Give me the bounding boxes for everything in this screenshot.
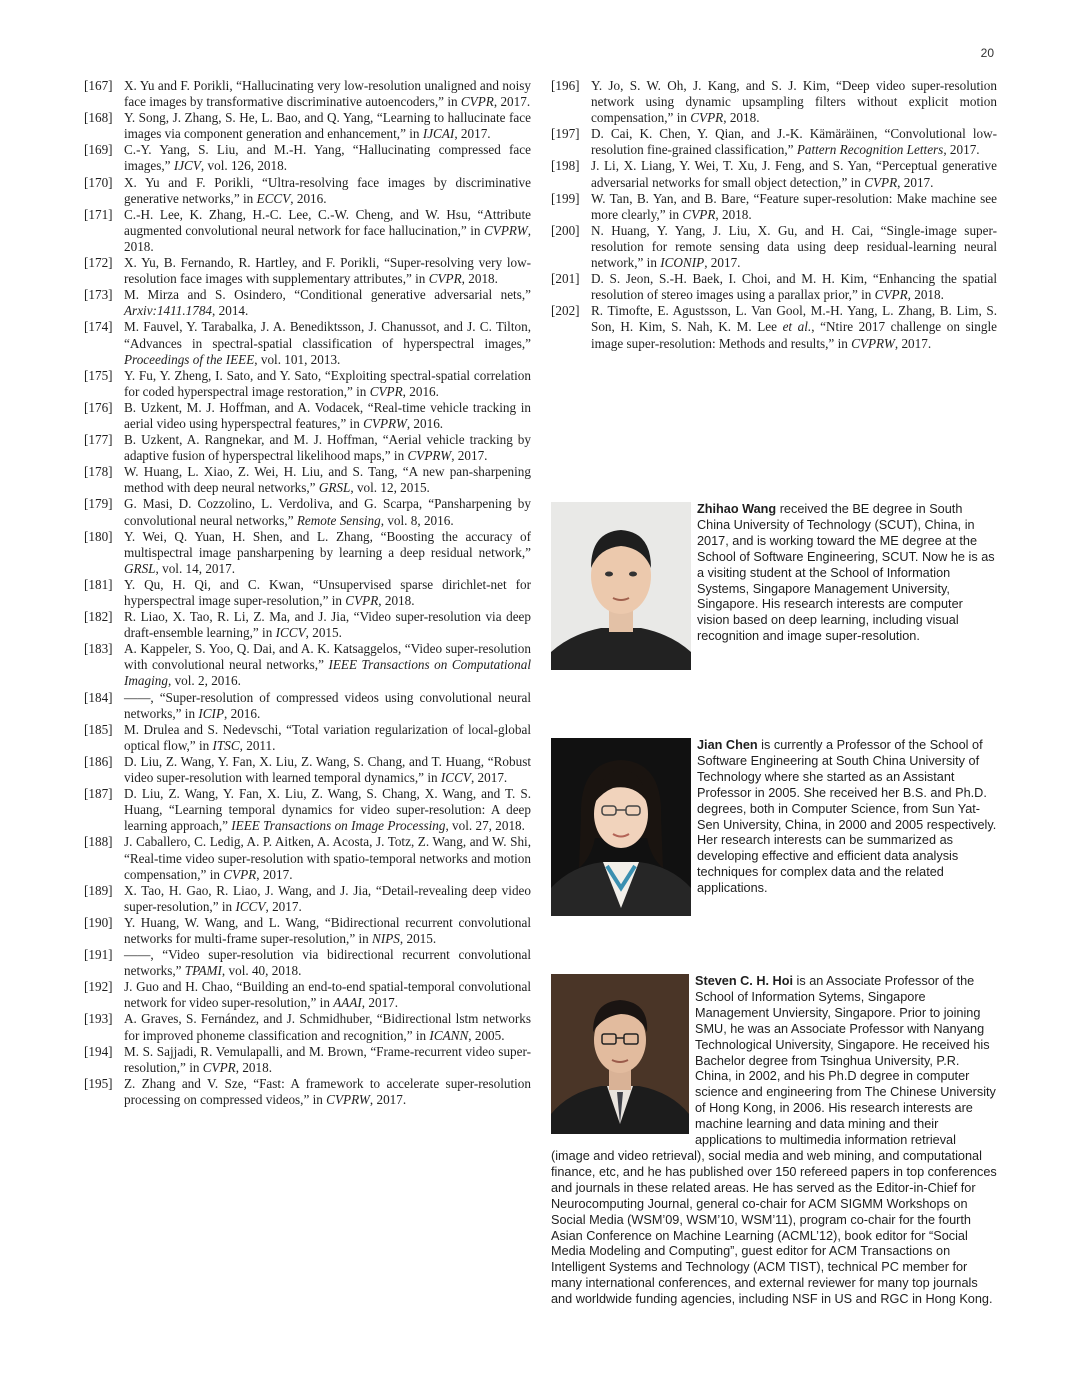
reference-item: [199] W. Tan, B. Yan, and B. Bare, “Feature super-resolution: Make machine see more clearly,” in CVPR, 2018. — [551, 190, 997, 222]
author-bio-text: Steven C. H. Hoi is an Associate Professor of the School of Information Sytems, Singapore Management Unviersity, Singapore. Prior to joining SMU, he was an Associate Professor with Nanyang Technological University, Singapore. He received his Bachelor degree from Tsinghua University, P.R. China, in 2002, and his Ph.D degree in computer science and engineering from The Chinese University of Hong Kong, in 2006. His research interests are machine learning and data mining and their applications to multimedia information retrieval (image and video retrieval), social media and web mining, and computational finance, etc, and he has published over 150 refereed papers in top conferences and journals in these related areas. He has served as the Editor-in-Chief for Neurocomputing Journal, general co-chair for ACM SIGMM Workshops on Social Media (WSM’09, WSM’10, WSM’11), program co-chair for the fourth Asian Conference on Machine Learning (ACML’12), book editor for “Social Media Modeling and Computing”, guest editor for ACM Transactions on Intelligent Systems and Technology (ACM TIST), technical PC member for many international conferences, and external reviewer for many top journals and worldwide funding agencies, including NSF in US and RGC in Hong Kong. — [551, 974, 997, 1307]
reference-item: [189] X. Tao, H. Gao, R. Liao, J. Wang, and J. Jia, “Detail-revealing deep video super-resolution,” in ICCV, 2017. — [84, 882, 531, 914]
reference-item: [186] D. Liu, Z. Wang, Y. Fan, X. Liu, Z. Wang, S. Chang, and T. Huang, “Robust video super-resolution with learned temporal dynamics,” in ICCV, 2017. — [84, 753, 531, 786]
reference-item: [194] M. S. Sajjadi, R. Vemulapalli, and M. Brown, “Frame-recurrent video super-resolution,” in CVPR, 2018. — [84, 1043, 531, 1075]
reference-item: [187] D. Liu, Z. Wang, Y. Fan, X. Liu, Z. Wang, S. Chang, X. Wang, and T. S. Huang, “Learning temporal dynamics for video super-resolution: A deep learning approach,” IEEE Transactions on Image Processing, vol. 27, 2018. — [84, 786, 531, 834]
reference-item: [168] Y. Song, J. Zhang, S. He, L. Bao, and Q. Yang, “Learning to hallucinate face images via component generation and enhancement,” in IJCAI, 2017. — [84, 110, 531, 142]
reference-item: [171] C.-H. Lee, K. Zhang, H.-C. Lee, C.-W. Cheng, and W. Hsu, “Attribute augmented convolutional neural network for face hallucination,” in CVPRW, 2018. — [84, 206, 531, 254]
reference-item: [188] J. Caballero, C. Ledig, A. P. Aitken, A. Acosta, J. Totz, Z. Wang, and W. Shi, “Real-time video super-resolution with spatio-temporal networks and motion compensation,” in CVPR, 2017. — [84, 834, 531, 882]
reference-item: [182] R. Liao, X. Tao, R. Li, Z. Ma, and J. Jia, “Video super-resolution via deep draft-ensemble learning,” in ICCV, 2015. — [84, 609, 531, 641]
reference-item: [174] M. Fauvel, Y. Tarabalka, J. A. Benediktsson, J. Chanussot, and J. C. Tilton, “Advances in spectral-spatial classification of hyperspectral images,” Proceedings of the IEEE, vol. 101, 2013. — [84, 319, 531, 367]
reference-item: [200] N. Huang, Y. Yang, J. Liu, X. Gu, and H. Cai, “Single-image super-resolution for remote sensing data using deep residual-learning neural network,” in ICONIP, 2017. — [551, 222, 997, 271]
reference-item: [167] X. Yu and F. Porikli, “Hallucinating very low-resolution unaligned and noisy face images by transformative discriminative autoencoders,” in CVPR, 2017. — [84, 78, 531, 110]
author-photo — [551, 974, 689, 1134]
page-number: 20 — [980, 46, 994, 60]
author-photo — [551, 738, 691, 916]
reference-item: [195] Z. Zhang and V. Sze, “Fast: A framework to accelerate super-resolution processing on compressed videos,” in CVPRW, 2017. — [84, 1075, 531, 1107]
reference-item: [169] C.-Y. Yang, S. Liu, and M.-H. Yang, “Hallucinating compressed face images,” IJCV, vol. 126, 2018. — [84, 142, 531, 174]
author-photo — [551, 502, 691, 670]
reference-item: [190] Y. Huang, W. Wang, and L. Wang, “Bidirectional recurrent convolutional networks for multi-frame super-resolution,” in NIPS, 2015. — [84, 914, 531, 946]
references-right-column — [551, 78, 997, 352]
reference-item: [175] Y. Fu, Y. Zheng, I. Sato, and Y. Sato, “Exploiting spectral-spatial correlation for coded hyperspectral image restoration,” in CVPR, 2016. — [84, 367, 531, 399]
reference-item: [179] G. Masi, D. Cozzolino, L. Verdoliva, and G. Scarpa, “Pansharpening by convolutional neural networks,” Remote Sensing, vol. 8, 2016. — [84, 496, 531, 528]
author-bio-steven-hoi — [551, 974, 997, 1308]
reference-item: [202] R. Timofte, E. Agustsson, L. Van Gool, M.-H. Yang, L. Zhang, B. Lim, S. Son, H. Kim, S. Nah, K. M. Lee et al., “Ntire 2017 challenge on single image super-resolution: Methods and results,” in CVPRW, 2017. — [551, 303, 998, 351]
reference-item: [181] Y. Qu, H. Qi, and C. Kwan, “Unsupervised sparse dirichlet-net for hyperspectral image super-resolution,” in CVPR, 2018. — [84, 576, 531, 608]
reference-item: [191] ——, “Video super-resolution via bidirectional recurrent convolutional networks,” TPAMI, vol. 40, 2018. — [84, 947, 531, 979]
author-bio-zhihao-wang — [551, 502, 997, 672]
author-bio-text: Zhihao Wang received the BE degree in South China University of Technology (SCUT), China, in 2017, and is working toward the ME degree at the School of Software Engineering, SCUT. Now he is as a visiting student at the School of Information Systems, Singapore Management University, Singapore. His research interests are computer vision based on deep learning, including visual recognition and image super-resolution. — [697, 502, 995, 644]
reference-item: [177] B. Uzkent, A. Rangnekar, and M. J. Hoffman, “Aerial vehicle tracking by adaptive fusion of hyperspectral likelihood maps,” in CVPRW, 2017. — [84, 432, 531, 464]
reference-item: [196] Y. Jo, S. W. Oh, J. Kang, and S. J. Kim, “Deep video super-resolution network using dynamic upsampling filters without explicit motion compensation,” in CVPR, 2018. — [551, 78, 997, 126]
reference-item: [178] W. Huang, L. Xiao, Z. Wei, H. Liu, and S. Tang, “A new pan-sharpening method with deep neural networks,” GRSL, vol. 12, 2015. — [84, 464, 531, 496]
reference-item: [185] M. Drulea and S. Nedevschi, “Total variation regularization of local-global optical flow,” in ITSC, 2011. — [84, 721, 531, 753]
reference-item: [201] D. S. Jeon, S.-H. Baek, I. Choi, and M. H. Kim, “Enhancing the spatial resolution of stereo images using a parallax prior,” in CVPR, 2018. — [551, 271, 997, 303]
references-left-column — [84, 78, 531, 1108]
reference-item: [172] X. Yu, B. Fernando, R. Hartley, and F. Porikli, “Super-resolving very low-resolution face images with supplementary attributes,” in CVPR, 2018. — [84, 255, 531, 287]
reference-item: [173] M. Mirza and S. Osindero, “Conditional generative adversarial nets,” Arxiv:1411.1784, 2014. — [84, 287, 531, 319]
reference-item: [176] B. Uzkent, M. J. Hoffman, and A. Vodacek, “Real-time vehicle tracking in aerial video using hyperspectral features,” in CVPRW, 2016. — [84, 399, 531, 431]
reference-item: [180] Y. Wei, Q. Yuan, H. Shen, and L. Zhang, “Boosting the accuracy of multispectral image pansharpening by learning a deep residual network,” GRSL, vol. 14, 2017. — [84, 528, 531, 576]
author-bio-jian-chen — [551, 738, 997, 918]
reference-item: [197] D. Cai, K. Chen, Y. Qian, and J.-K. Kämäräinen, “Convolutional low-resolution fine-grained classification,” Pattern Recognition Letters, 2017. — [551, 126, 997, 158]
reference-item: [192] J. Guo and H. Chao, “Building an end-to-end spatial-temporal convolutional network for video super-resolution,” in AAAI, 2017. — [84, 979, 531, 1011]
reference-item: [193] A. Graves, S. Fernández, and J. Schmidhuber, “Bidirectional lstm networks for improved phoneme classification and recognition,” in ICANN, 2005. — [84, 1011, 531, 1043]
author-bio-text: Jian Chen is currently a Professor of the School of Software Engineering at South China University of Technology where she started as an Assistant Professor in 2005. She received her B.S. and Ph.D. degrees, both in Computer Science, from Sun Yat-Sen University, China, in 2000 and 2005 respectively. Her research interests can be summarized as developing effective and efficient data analysis techniques for complex data and the related applications. — [697, 738, 997, 896]
reference-item: [170] X. Yu and F. Porikli, “Ultra-resolving face images by discriminative generative networks,” in ECCV, 2016. — [84, 174, 531, 206]
reference-item: [198] J. Li, X. Liang, Y. Wei, T. Xu, J. Feng, and S. Yan, “Perceptual generative adversarial networks for small object detection,” in CVPR, 2017. — [551, 158, 997, 190]
reference-item: [183] A. Kappeler, S. Yoo, Q. Dai, and A. K. Katsaggelos, “Video super-resolution with convolutional neural networks,” IEEE Transactions on Computational Imaging, vol. 2, 2016. — [84, 641, 531, 689]
reference-item: [184] ——, “Super-resolution of compressed videos using convolutional neural networks,” in ICIP, 2016. — [84, 689, 531, 721]
